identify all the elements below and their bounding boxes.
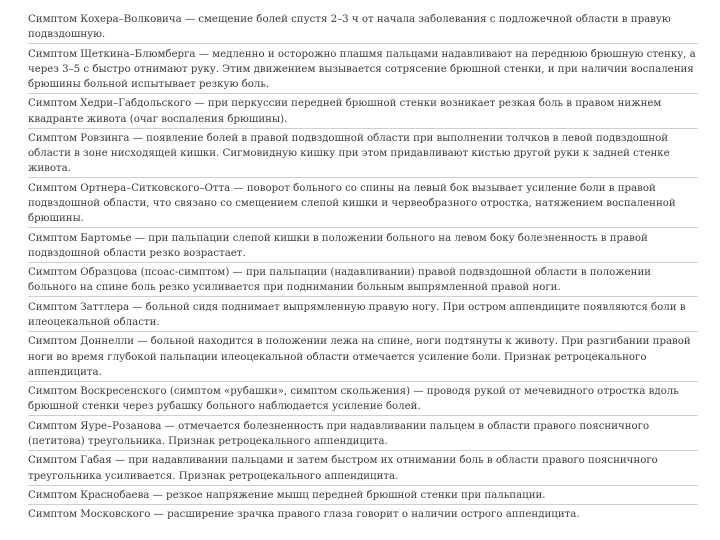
symptom-entry-moskovsky: Симптом Московского — расширение зрачка правого глаза говорит о наличии острого аппендицита. bbox=[28, 509, 580, 521]
symptom-entry-ortner: Симптом Ортнера–Ситковского–Отта — поворот больного со спины на левый бок вызывает усиление боли в правой подвздошной области, что связано со смещением слепой кишки и червеобразного отростка, натяжением воспаленной брюшины. bbox=[28, 181, 698, 228]
symptom-entry-bartomier: Симптом Бартомье — при пальпации слепой кишки в положении больного на левом боку болезненность в правой подвздошной области резко возрастает. bbox=[28, 231, 698, 263]
symptom-entry-hedri: Симптом Хедри–Габдольского — при перкуссии передней брюшной стенки возникает резкая боль в правом нижнем квадранте живота (очаг воспаления брюшины). bbox=[28, 96, 698, 128]
symptom-entry-krasnobaev: Симптом Краснобаева — резкое напряжение мышц передней брюшной стенки при пальпации. bbox=[28, 488, 698, 505]
symptom-entry-obraztsov: Симптом Образцова (псоас-симптом) — при пальпации (надавливании) правой подвздошной области в положении больного на спине боль резко усиливается при поднимании больным выпрямленной правой ноги. bbox=[28, 265, 698, 297]
symptom-entry-voskresensky: Симптом Воскресенского (симптом «рубашки», симптом скольжения) — проводя рукой от мечевидного отростка вдоль брюшной стенки через рубашку больного наблюдается усиление болей. bbox=[28, 384, 698, 416]
symptom-list bbox=[28, 12, 698, 526]
symptom-entry-sattler: Симптом Заттлера — больной сидя поднимает выпрямленную правую ногу. При остром аппендиците появляются боли в илеоцекальной области. bbox=[28, 300, 698, 332]
symptom-entry-gabay: Симптом Габая — при надавливании пальцами и затем быстром их отнимании боль в области правого поясничного треугольника усиливается. Признак ретроцекального аппендицита. bbox=[28, 453, 698, 485]
symptom-entry-donnelly: Симптом Доннелли — больной находится в положении лежа на спине, ноги подтянуты к животу. При разгибании правой ноги во время глубокой пальпации илеоцекальной области отмечается усиление боли. Признак ретроцекального аппендицита. bbox=[28, 334, 698, 381]
symptom-entry-yaure-rozanov: Симптом Яуре–Розанова — отмечается болезненность при надавливании пальцем в области правого поясничного (петитова) треугольника. Признак ретроцекального аппендицита. bbox=[28, 419, 698, 451]
symptom-entry-rovsing: Симптом Ровзинга — появление болей в правой подвздошной области при выполнении толчков в левой подвздошной области в зоне нисходящей кишки. Сигмовидную кишку при этом придавливают кистью другой руки к задней стенке живота. bbox=[28, 131, 698, 178]
symptom-entry-shchetkin-blumberg: Симптом Щеткина–Блюмберга — медленно и осторожно плашмя пальцами надавливают на переднюю брюшную стенку, а через 3–5 с быстро отнимают руку. Этим движением вызывается сотрясение брюшной стенки, и при наличии воспаления брюшины больной испытывает резкую боль. bbox=[28, 47, 698, 94]
symptom-entry-kocher: Симптом Кохера–Волковича — смещение болей спустя 2–3 ч от начала заболевания с подложечной области в правую подвздошную. bbox=[28, 12, 698, 44]
